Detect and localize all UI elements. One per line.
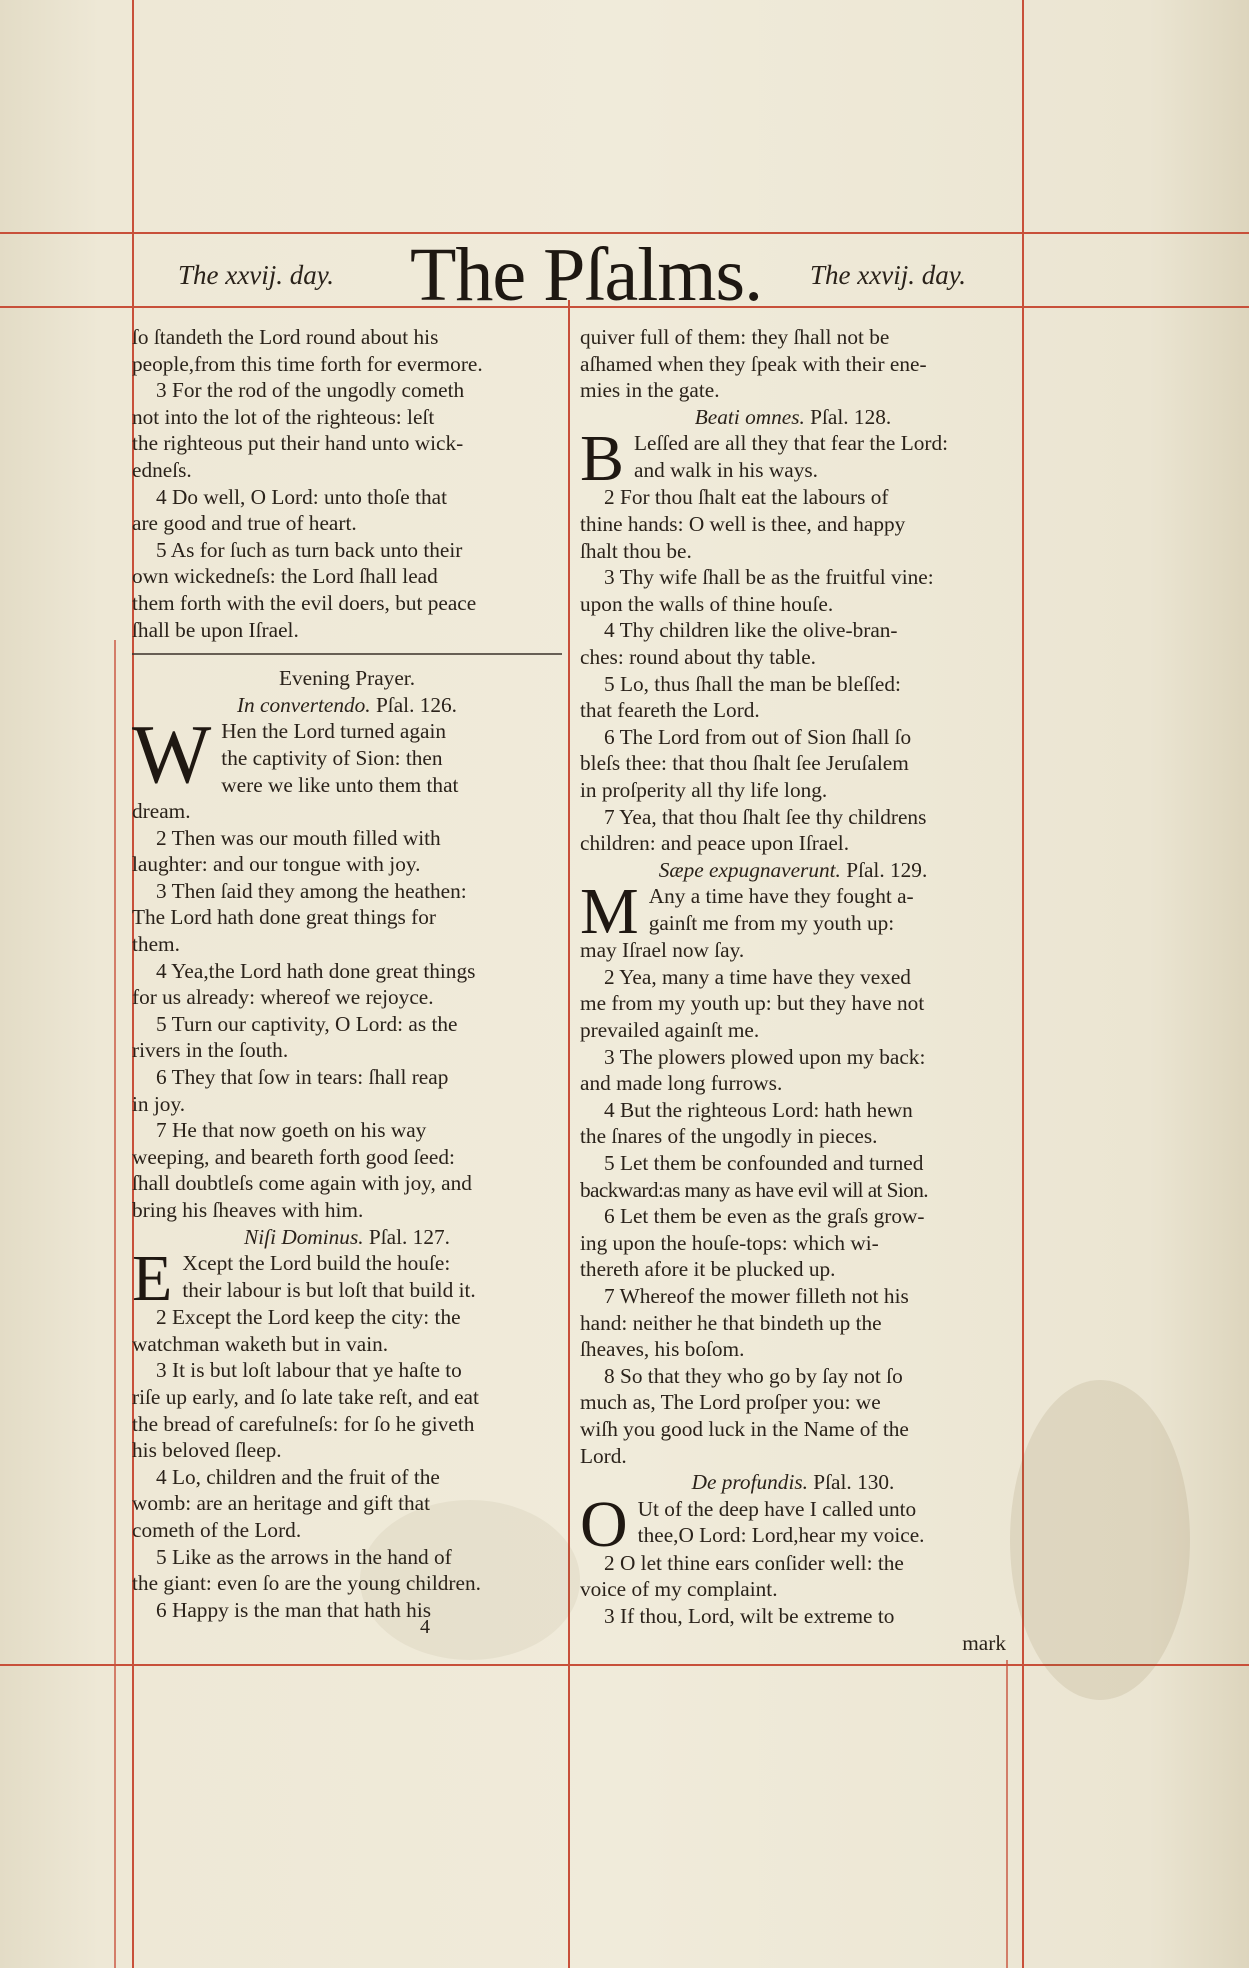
psalm-130-heading <box>580 1469 1006 1496</box>
running-day-left: The xxvij. day. <box>178 260 334 290</box>
text-line: 3 Thy wife ſhall be as the fruitful vine: <box>604 565 934 590</box>
text-line: 6 Happy is the man that hath his <box>156 1597 432 1622</box>
text-line: wiſh you good luck in the Name of the <box>580 1416 909 1441</box>
text-line: 7 Yea, that thou ſhalt ſee thy childrens <box>604 804 927 829</box>
red-rule-lower-left <box>114 640 116 1968</box>
text-line: quiver full of them: they ſhall not be <box>580 325 890 349</box>
psalm-latin-title: In convertendo. <box>236 692 371 717</box>
text-line: in joy. <box>132 1091 186 1116</box>
text-line: prevailed againſt me. <box>580 1018 760 1043</box>
text-line: 3 It is but loſt labour that ye haſte to <box>156 1358 462 1383</box>
text-line: thereth afore it be plucked up. <box>580 1257 836 1282</box>
text-line: Hen the Lord turned again <box>221 719 447 744</box>
text-line: 4 Thy children like the olive-bran- <box>604 618 898 643</box>
red-rule-lower-right <box>1006 1660 1008 1968</box>
psalm-128-body <box>580 484 1006 856</box>
text-line: 7 He that now goeth on his way <box>156 1118 427 1143</box>
text-line: 5 Like as the arrows in the hand of <box>156 1544 452 1569</box>
text-line: Any a time have they fought a- <box>648 884 914 909</box>
text-line: bleſs thee: that thou ſhalt ſee Jeruſalem <box>580 751 909 776</box>
text-line: children: and peace upon Iſrael. <box>580 831 850 856</box>
text-line: own wickedneſs: the Lord ſhall lead <box>132 564 438 589</box>
text-line: people,from this time forth for evermore. <box>132 351 483 376</box>
psalm-number: Pſal. 129. <box>846 857 928 882</box>
text-line: voice of my complaint. <box>580 1577 778 1602</box>
text-line: rivers in the ſouth. <box>132 1038 289 1063</box>
text-line: 4 Yea,the Lord hath done great things <box>156 958 476 983</box>
text-line: them forth with the evil doers, but peace <box>132 590 477 615</box>
text-line: 3 Then ſaid they among the heathen: <box>156 878 467 903</box>
text-line: ches: round about thy table. <box>580 644 816 669</box>
text-line: not into the lot of the righteous: leſt <box>132 404 435 429</box>
drop-cap-initial: B <box>580 430 625 485</box>
psalm-125-end <box>132 324 562 643</box>
text-line: ſhalt thou be. <box>580 538 692 563</box>
text-line: gainſt me from my youth up: <box>648 910 895 935</box>
red-rule-middle <box>568 300 570 1968</box>
left-column <box>132 324 562 1623</box>
text-line: 7 Whereof the mower filleth not his <box>604 1284 909 1308</box>
text-line: Lord. <box>580 1443 627 1468</box>
page-header <box>130 233 1030 317</box>
text-line: thine hands: O well is thee, and happy <box>580 511 906 536</box>
text-line: 5 Let them be confounded and turned <box>604 1151 924 1176</box>
text-line: 4 Do well, O Lord: unto thoſe that <box>156 484 448 509</box>
text-line: weeping, and beareth forth good ſeed: <box>132 1144 455 1169</box>
text-line: laughter: and our tongue with joy. <box>132 852 421 877</box>
right-column <box>580 324 1006 1656</box>
text-line: the giant: even ſo are the young children. <box>132 1571 481 1596</box>
text-line: in proſperity all thy life long. <box>580 777 828 802</box>
text-line: ſo ſtandeth the Lord round about his <box>132 325 439 349</box>
text-line: and made long furrows. <box>580 1071 783 1096</box>
psalm-latin-title: De profundis. <box>691 1470 808 1495</box>
text-line: hand: neither he that bindeth up the <box>580 1310 882 1335</box>
text-line: riſe up early, and ſo late take reſt, and eat <box>132 1384 479 1409</box>
paper-stain <box>1010 1380 1190 1700</box>
text-line: Leſſed are all they that fear the Lord: <box>634 431 949 456</box>
text-line: 3 If thou, Lord, wilt be extreme to <box>604 1603 895 1628</box>
text-line: 6 Let them be even as the graſs grow- <box>604 1204 925 1229</box>
text-line: his beloved ſleep. <box>132 1438 282 1463</box>
text-line: 2 O let thine ears conſider well: the <box>604 1550 904 1575</box>
text-line: ſhall be upon Iſrael. <box>132 617 299 642</box>
text-line: the captivity of Sion: then <box>221 745 443 770</box>
psalm-129-body <box>580 937 1006 1469</box>
text-line: The Lord hath done great things for <box>132 905 436 930</box>
text-line: that feareth the Lord. <box>580 698 760 723</box>
text-line: much as, The Lord proſper you: we <box>580 1390 881 1415</box>
text-line: 3 The plowers plowed upon my back: <box>604 1044 926 1069</box>
text-line: the righteous put their hand unto wick- <box>132 431 464 456</box>
psalm-130-opening <box>580 1496 1006 1550</box>
text-line: womb: are an heritage and gift that <box>132 1491 431 1516</box>
text-line: were we like unto them that <box>221 772 459 797</box>
running-title: The Pſalms. <box>410 233 763 317</box>
text-line: 2 Then was our mouth filled with <box>156 825 441 850</box>
psalm-127-opening <box>132 1250 562 1304</box>
page-number: 4 <box>420 1616 430 1638</box>
psalm-latin-title: Niſi Dominus. <box>244 1224 364 1249</box>
text-line: their labour is but loſt that build it. <box>182 1277 476 1302</box>
text-line: mies in the gate. <box>580 378 720 403</box>
text-line: the bread of carefulneſs: for ſo he giveth <box>132 1411 475 1436</box>
text-line: ſheaves, his boſom. <box>580 1337 745 1362</box>
text-line: ing upon the houſe-tops: which wi- <box>580 1230 879 1255</box>
psalm-129-opening <box>580 883 1006 937</box>
text-line: may Iſrael now ſay. <box>580 938 745 963</box>
text-line: 6 The Lord from out of Sion ſhall ſo <box>604 724 912 749</box>
section-divider <box>132 653 562 655</box>
drop-cap-initial: M <box>580 883 639 938</box>
text-line: 5 Turn our captivity, O Lord: as the <box>156 1011 458 1036</box>
text-line: 2 Except the Lord keep the city: the <box>156 1305 461 1330</box>
psalm-number: Pſal. 130. <box>813 1470 895 1495</box>
psalm-number: Pſal. 126. <box>375 692 458 717</box>
evening-prayer-heading: Evening Prayer. <box>278 666 416 691</box>
text-line: the ſnares of the ungodly in pieces. <box>580 1124 878 1149</box>
text-line: ſhall doubtleſs come again with joy, and <box>132 1171 472 1196</box>
drop-cap-initial: O <box>580 1495 628 1550</box>
psalm-127-heading <box>132 1224 562 1251</box>
text-line: 8 So that they who go by ſay not ſo <box>604 1363 903 1388</box>
psalm-126-body <box>132 798 562 1224</box>
psalm-130-body <box>580 1550 1006 1656</box>
text-line: thee,O Lord: Lord,hear my voice. <box>637 1523 925 1548</box>
running-day-right: The xxvij. day. <box>810 260 966 290</box>
text-line: 5 Lo, thus ſhall the man be bleſſed: <box>604 671 901 696</box>
text-line: 2 Yea, many a time have they vexed <box>604 964 911 989</box>
text-line: 2 For thou ſhalt eat the labours of <box>604 485 889 510</box>
text-line: backward:as many as have evil will at Sion. <box>580 1177 928 1202</box>
psalm-128-heading <box>580 404 1006 431</box>
text-line: upon the walls of thine houſe. <box>580 591 834 616</box>
psalm-129-heading <box>580 857 1006 884</box>
text-line: Xcept the Lord build the houſe: <box>182 1251 451 1276</box>
psalm-latin-title: Beati omnes. <box>694 404 805 429</box>
text-line: cometh of the Lord. <box>132 1517 302 1542</box>
text-line: edneſs. <box>132 457 192 482</box>
text-line: 4 But the righteous Lord: hath hewn <box>604 1097 913 1122</box>
drop-cap-initial: W <box>132 718 212 799</box>
text-line: them. <box>132 932 180 957</box>
psalm-latin-title: Sæpe expugnaverunt. <box>658 857 841 882</box>
text-line: are good and true of heart. <box>132 511 357 536</box>
text-line: aſhamed when they ſpeak with their ene- <box>580 351 927 376</box>
text-line: and walk in his ways. <box>634 457 818 482</box>
text-line: dream. <box>132 799 191 824</box>
text-line: 6 They that ſow in tears: ſhall reap <box>156 1065 449 1090</box>
catchword: mark <box>962 1630 1006 1655</box>
drop-cap-initial: E <box>132 1250 173 1305</box>
psalm-126-heading <box>132 692 562 719</box>
text-line: bring his ſheaves with him. <box>132 1198 364 1222</box>
text-line: 3 For the rod of the ungodly cometh <box>156 378 465 403</box>
psalm-number: Pſal. 127. <box>368 1224 450 1249</box>
text-line: 5 As for ſuch as turn back unto their <box>156 537 463 562</box>
psalm-128-opening <box>580 430 1006 484</box>
text-line: for us already: whereof we rejoyce. <box>132 985 434 1010</box>
psalm-127-body <box>132 1304 562 1623</box>
psalm-126-opening <box>132 718 562 798</box>
text-line: watchman waketh but in vain. <box>132 1331 389 1356</box>
psalm-127-end <box>580 324 1006 404</box>
text-line: 4 Lo, children and the fruit of the <box>156 1464 440 1489</box>
text-line: Ut of the deep have I called unto <box>637 1496 917 1521</box>
psalm-number: Pſal. 128. <box>810 404 892 429</box>
text-line: me from my youth up: but they have not <box>580 991 925 1016</box>
